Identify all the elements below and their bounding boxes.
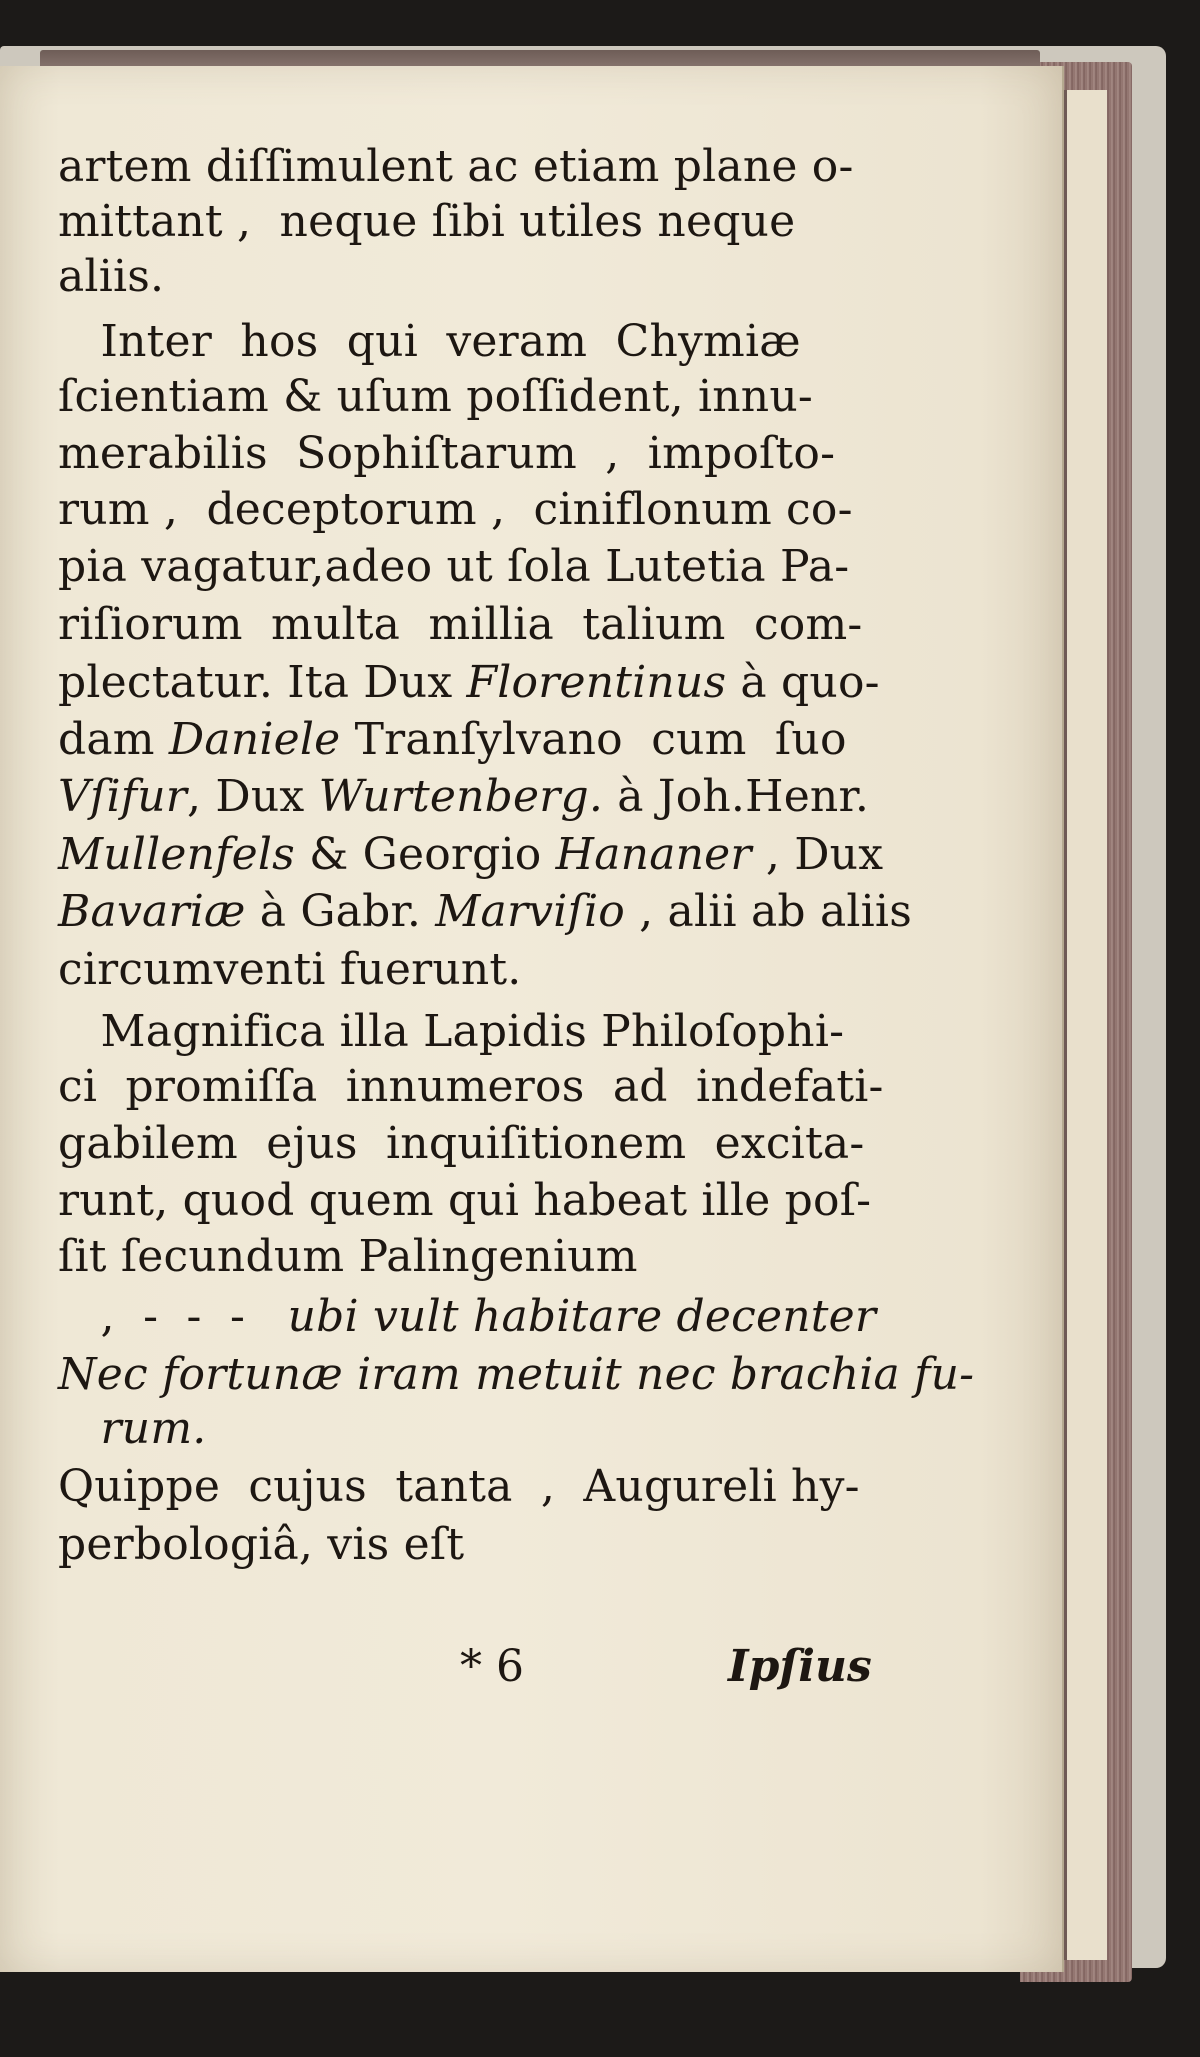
text-line — [58, 538, 849, 596]
roman-text: , - - - — [58, 1291, 288, 1342]
text-line — [58, 654, 880, 712]
text-line — [58, 313, 801, 371]
text-line — [58, 826, 883, 884]
roman-text: ſit ſecundum Palingenium — [58, 1231, 638, 1282]
roman-text: Quippe cujus tanta , Augureli hy- — [58, 1461, 860, 1512]
text-line — [58, 1172, 871, 1230]
roman-text: runt, quod quem qui habeat ille poſ- — [58, 1175, 872, 1226]
italic-text: rum. — [58, 1403, 207, 1454]
italic-text: Wurtenberg. — [318, 771, 604, 822]
text-line — [58, 941, 521, 999]
roman-text: ci promiſſa innumeros ad indefati- — [58, 1061, 884, 1112]
italic-text: Florentinus — [466, 657, 727, 708]
roman-text: perbologiâ, vis eſt — [58, 1519, 465, 1570]
text-line — [58, 138, 854, 196]
text-line — [58, 768, 869, 826]
roman-text: , alii ab aliis — [624, 886, 912, 937]
roman-text: Tranſylvano cum ſuo — [340, 714, 847, 765]
book-page — [0, 66, 1064, 1972]
text-line — [58, 883, 912, 941]
roman-text: plectatur. Ita Dux — [58, 657, 467, 708]
roman-text: dam — [58, 714, 169, 765]
roman-text: gabilem ejus inquiſitionem excita- — [58, 1118, 865, 1169]
text-line — [58, 1516, 464, 1574]
text-line — [58, 596, 862, 654]
italic-text: Hananer — [555, 829, 752, 880]
text-line — [58, 1115, 864, 1173]
roman-text: merabilis Sophiſtarum , impoſto- — [58, 428, 836, 479]
catchword: Ipſius — [728, 1641, 872, 1692]
roman-text: , Dux — [751, 829, 884, 880]
roman-text: & Georgio — [294, 829, 556, 880]
text-line — [58, 1458, 860, 1516]
roman-text: , Dux — [187, 771, 319, 822]
italic-text: ubi vult habitare decenter — [287, 1291, 877, 1342]
roman-text: à Joh.Henr. — [603, 771, 870, 822]
text-line — [58, 1288, 876, 1346]
page-edges-inner — [1064, 90, 1107, 1960]
roman-text: à Gabr. — [245, 886, 436, 937]
text-line — [58, 711, 847, 769]
italic-text: Vſifur — [58, 771, 187, 822]
roman-text: Magnifica illa Lapidis Philoſophi- — [58, 1006, 845, 1057]
roman-text: rum , deceptorum , ciniflonum co- — [58, 484, 853, 535]
italic-text: Nec fortunæ iram metuit nec brachia fu- — [58, 1349, 975, 1400]
roman-text: riſiorum multa millia talium com- — [58, 599, 863, 650]
text-line — [58, 1228, 638, 1286]
signature-mark: * 6 — [460, 1641, 524, 1692]
italic-text: Daniele — [168, 714, 341, 765]
text-line — [58, 368, 813, 426]
text-line — [58, 1400, 206, 1458]
text-line — [58, 248, 164, 306]
text-line — [58, 1346, 974, 1404]
text-line — [58, 481, 853, 539]
roman-text: Inter hos qui veram Chymiæ — [58, 316, 801, 367]
text-line — [58, 425, 835, 483]
roman-text: circumventi fuerunt. — [58, 944, 522, 995]
roman-text: pia vagatur,adeo ut ſola Lutetia Pa- — [58, 541, 850, 592]
text-line — [58, 1003, 844, 1061]
italic-text: Marviſio — [435, 886, 625, 937]
roman-text: à quo- — [726, 657, 880, 708]
roman-text: aliis. — [58, 251, 165, 302]
text-line — [58, 193, 795, 251]
roman-text: artem diſſimulent ac etiam plane o- — [58, 141, 854, 192]
italic-text: Mullenfels — [58, 829, 295, 880]
roman-text: mittant , neque ſibi utiles neque — [58, 196, 796, 247]
italic-text: Bavariæ — [58, 886, 246, 937]
text-line — [58, 1058, 884, 1116]
roman-text: ſcientiam & uſum poſſident, innu- — [58, 371, 813, 422]
